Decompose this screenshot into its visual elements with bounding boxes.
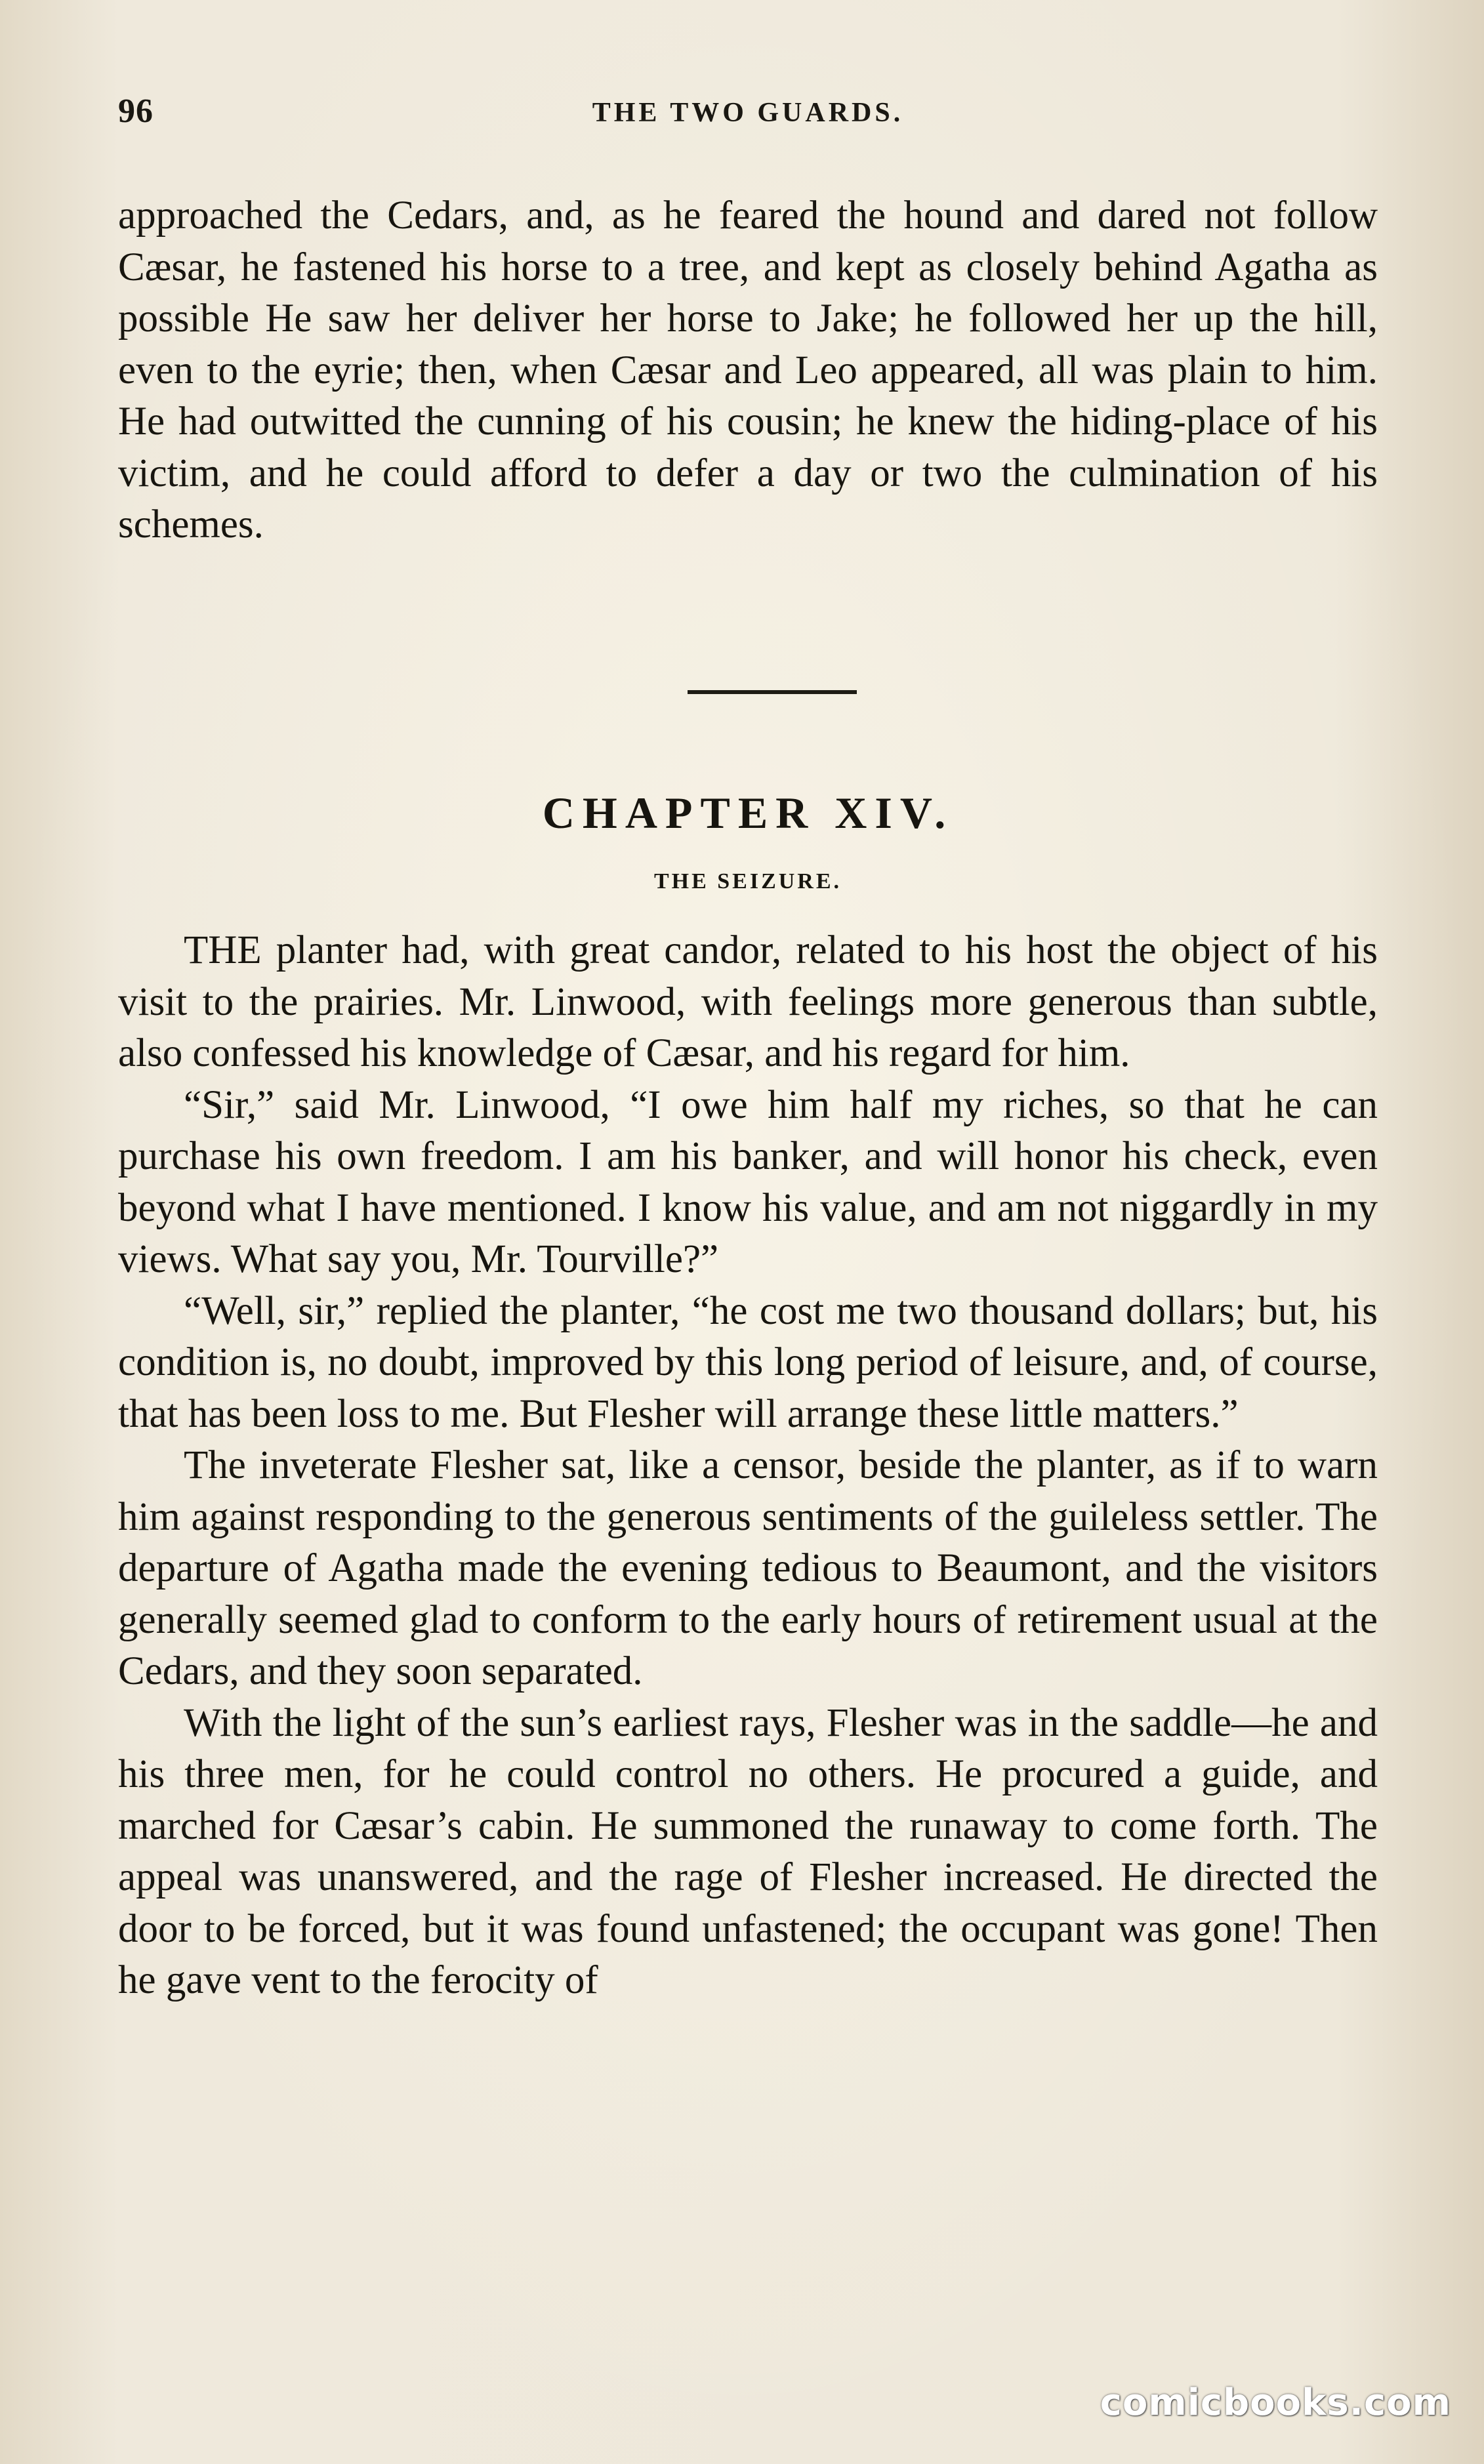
paragraph: “Sir,” said Mr. Linwood, “I owe him half my riches, so that he can purchase his own freedom. I am his banker, and will honor his check, even beyond what I have mentioned. I know his value, and am not niggardly in my views. What say you, Mr. Tourville?” bbox=[118, 1082, 1378, 1281]
watermark: comicbooks.com bbox=[1100, 2381, 1451, 2424]
paragraph: THE planter had, with great candor, related to his host the object of his visit to the prairies. Mr. Linwood, with feelings more generous than subtle, also confessed his knowledge of Cæsar, and his regard for him. bbox=[118, 928, 1378, 1075]
paragraph: The inveterate Flesher sat, like a censor, beside the planter, as if to warn him against responding to the generous sentiments of the guileless settler. The departure of Agatha made the evening tedious to Beaumont, and the visitors generally seemed glad to conform to the early hours of retirement usual at the Cedars, and they soon separated. bbox=[118, 1443, 1378, 1693]
chapter-title: CHAPTER XIV. bbox=[542, 788, 954, 838]
paragraph: With the light of the sun’s earliest rays, Flesher was in the saddle—he and his three men, for he could control no others. He procured a guide, and marched for Cæsar’s cabin. He summoned the runaway to come forth. The appeal was unanswered, and the rage of Flesher increased. He directed the door to be forced, but it was found unfastened; the occupant was gone! Then he gave vent to the ferocity of bbox=[118, 1700, 1378, 2002]
chapter-body bbox=[118, 925, 1378, 2007]
paragraph: approached the Cedars, and, as he feared the hound and dared not follow Cæsar, he fastened his horse to a tree, and kept as closely behind Agatha as possible He saw her deliver her horse to Jake; he followed her up the hill, even to the eyrie; then, when Cæsar and Leo appeared, all was plain to him. He had outwitted the cunning of his cousin; he knew the hiding-place of his victim, and he could afford to defer a day or two the culmination of his schemes. bbox=[118, 194, 1378, 546]
section-divider bbox=[688, 690, 857, 694]
chapter-subtitle: THE SEIZURE. bbox=[653, 869, 842, 893]
page-number: 96 bbox=[118, 92, 154, 130]
running-title: THE TWO GUARDS. bbox=[592, 98, 904, 128]
continuation-text bbox=[118, 190, 1378, 551]
paragraph: “Well, sir,” replied the planter, “he cost me two thousand dollars; but, his condition is, no doubt, improved by this long period of leisure, and, of course, that has been loss to me. But Flesher will arrange these little matters.” bbox=[118, 1288, 1378, 1436]
page-header bbox=[118, 92, 1378, 144]
